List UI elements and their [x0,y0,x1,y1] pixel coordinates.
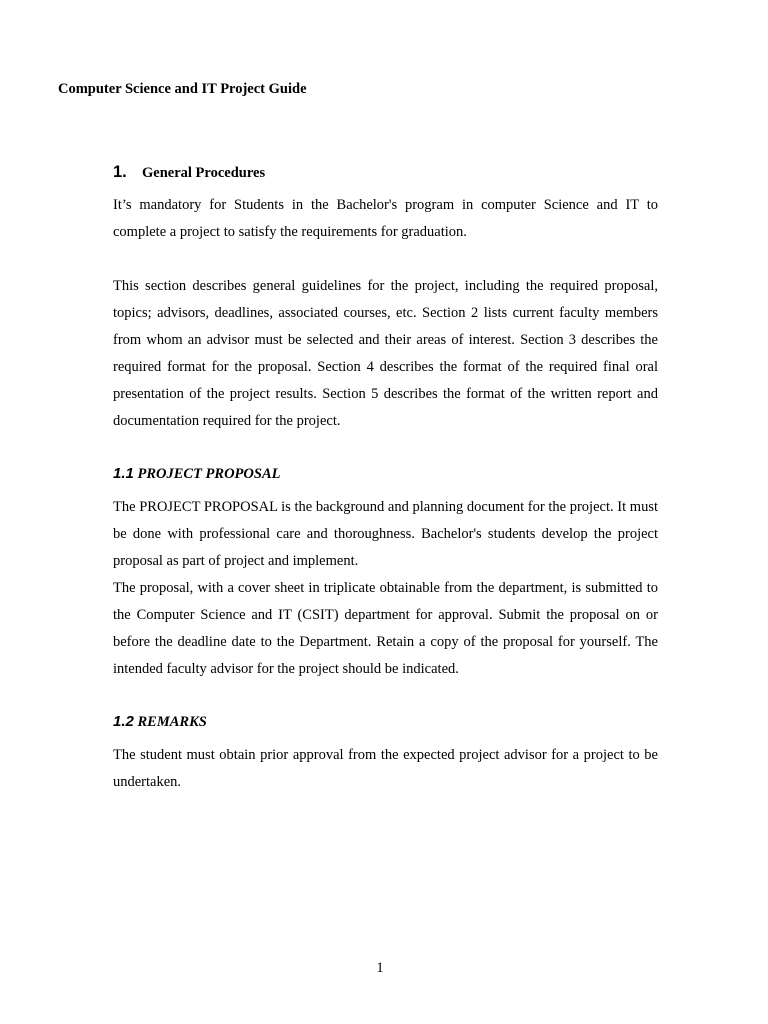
paragraph-proposal-submission: The proposal, with a cover sheet in triplicate obtainable from the department, is submitted to the Computer Science and IT (CSIT) department for approval. Submit the proposal on or before the deadline date to the Department. Retain a copy of the proposal for yourself. The intended faculty advisor for the project should be indicated. [113,580,658,677]
paragraph-section-overview: This section describes general guidelines for the project, including the required proposal, topics; advisors, deadlines, associated courses, etc. Section 2 lists current faculty members from whom an advisor must be selected and their areas of interest. Section 3 describes the required format for the proposal. Section 4 describes the format of the required final oral presentation of the project results. Section 5 describes the format of the written report and documentation required for the project. [113,278,658,429]
document-body [113,160,658,796]
paragraph-proposal-definition: The PROJECT PROPOSAL is the background and planning document for the project. It must be done with professional care and thoroughness. Bachelor's students develop the project proposal as part of project and implement. [113,499,658,569]
section-heading-general-procedures [113,160,658,184]
section-number: 1. [113,163,127,181]
section-heading-remarks [113,710,658,734]
section-number: 1.2 [113,713,134,730]
section-title: REMARKS [137,714,207,730]
section-title: PROJECT PROPOSAL [137,466,281,482]
paragraph-remarks: The student must obtain prior approval from the expected project advisor for a project to be undertaken. [113,747,658,790]
section-title: General Procedures [142,165,266,181]
section-number: 1.1 [113,465,134,482]
page-number: 1 [376,960,384,976]
document-title: Computer Science and IT Project Guide [58,81,307,97]
section-heading-project-proposal [113,462,658,486]
paragraph-mandatory-project: It’s mandatory for Students in the Bachelor's program in computer Science and IT to complete a project to satisfy the requirements for graduation. [113,197,658,240]
